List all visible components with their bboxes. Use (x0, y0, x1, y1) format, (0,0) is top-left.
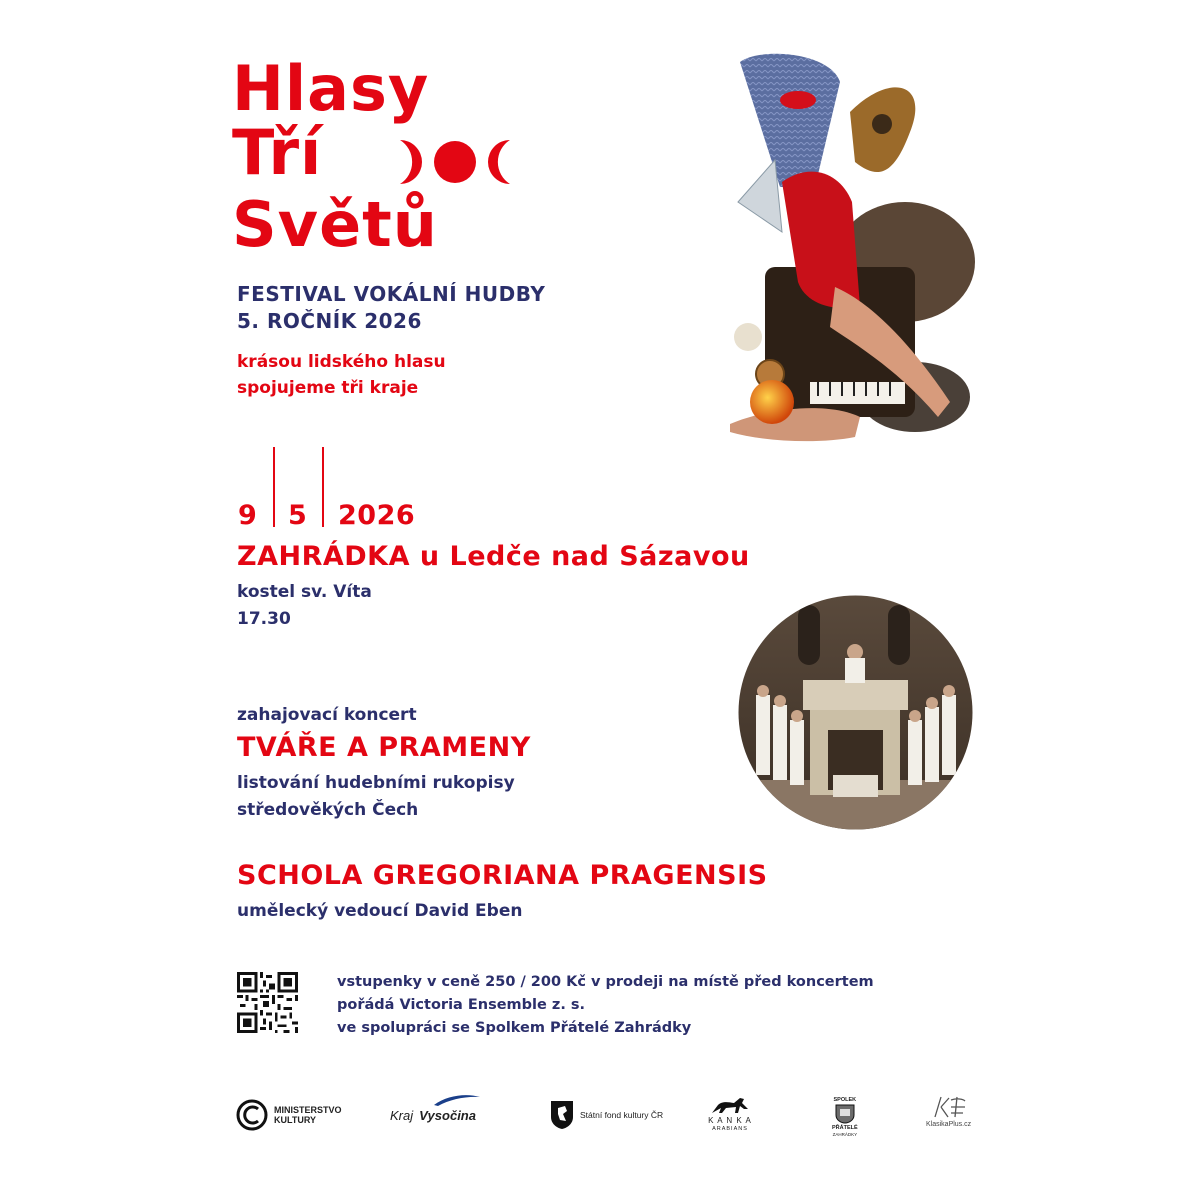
qr-code[interactable] (237, 972, 298, 1033)
lion-shield-icon (550, 1100, 574, 1130)
klasika-label: KlasikaPlus.cz (926, 1121, 972, 1128)
kanka-arabians-logo (708, 1095, 752, 1135)
horse-icon (708, 1095, 752, 1115)
date-divider (273, 447, 275, 527)
festival-edition: 5. ROČNÍK 2026 (237, 309, 422, 333)
ministry-line-2: KULTURY (274, 1115, 316, 1125)
kraj-label: Kraj (390, 1107, 414, 1123)
ensemble-name: SCHOLA GREGORIANA PRAGENSIS (237, 860, 768, 891)
date-year: 2026 (338, 500, 416, 531)
title-line-1: Hlasy (232, 52, 430, 125)
ministry-line-1: MINISTERSTVO (274, 1105, 342, 1115)
venue-place: ZAHRÁDKA u Ledče nad Sázavou (237, 541, 750, 572)
tagline-line-1: krásou lidského hlasu (237, 352, 446, 372)
state-culture-fund-label: Státní fond kultury ČR (580, 1110, 664, 1120)
spolek-label: SPOLEK (833, 1097, 857, 1103)
concert-time: 17.30 (237, 609, 291, 629)
concert-desc-2: středověkých Čech (237, 800, 419, 820)
vysocina-label: Vysočina (419, 1107, 476, 1123)
concert-desc-1: listování hudebními rukopisy (237, 773, 515, 793)
concert-kind: zahajovací koncert (237, 705, 417, 725)
state-culture-fund-logo (550, 1095, 663, 1135)
date-month: 5 (288, 500, 308, 531)
zahradky-label: ZAHRÁDKY (832, 1132, 858, 1137)
swoosh-icon (432, 1093, 482, 1107)
cooperation-info: ve spolupráci se Spolkem Přátelé Zahrádky (337, 1020, 692, 1036)
arabians-label: ARABIANS (712, 1126, 748, 1132)
ensemble-leader: umělecký vedoucí David Eben (237, 901, 523, 921)
ministry-circle-icon (236, 1099, 268, 1131)
title-line-3: Světů (232, 188, 438, 261)
coat-of-arms-icon (835, 1104, 855, 1124)
kraj-vysocina-logo (390, 1095, 476, 1135)
venue-church: kostel sv. Víta (237, 582, 372, 602)
pratele-label: PŘÁTELÉ (832, 1125, 858, 1131)
kanka-label: K A N K A (708, 1116, 752, 1125)
concert-name: TVÁŘE A PRAMENY (237, 732, 531, 763)
ticket-info: vstupenky v ceně 250 / 200 Kč v prodeji na místě před koncertem (337, 974, 874, 990)
klasikaplus-logo (926, 1095, 971, 1135)
three-moons-icon (392, 132, 518, 192)
spolek-pratele-zahradky-logo (832, 1097, 858, 1137)
klasika-mark-icon (931, 1095, 967, 1119)
festival-name: FESTIVAL VOKÁLNÍ HUDBY (237, 282, 546, 306)
title-line-2: Tří (232, 116, 323, 189)
date-divider (322, 447, 324, 527)
tagline-line-2: spojujeme tři kraje (237, 378, 419, 398)
ensemble-photo (738, 595, 973, 830)
date-day: 9 (238, 500, 258, 531)
organizer-info: pořádá Victoria Ensemble z. s. (337, 997, 586, 1013)
collage-illustration (720, 52, 975, 447)
ministry-of-culture-logo (236, 1095, 342, 1135)
